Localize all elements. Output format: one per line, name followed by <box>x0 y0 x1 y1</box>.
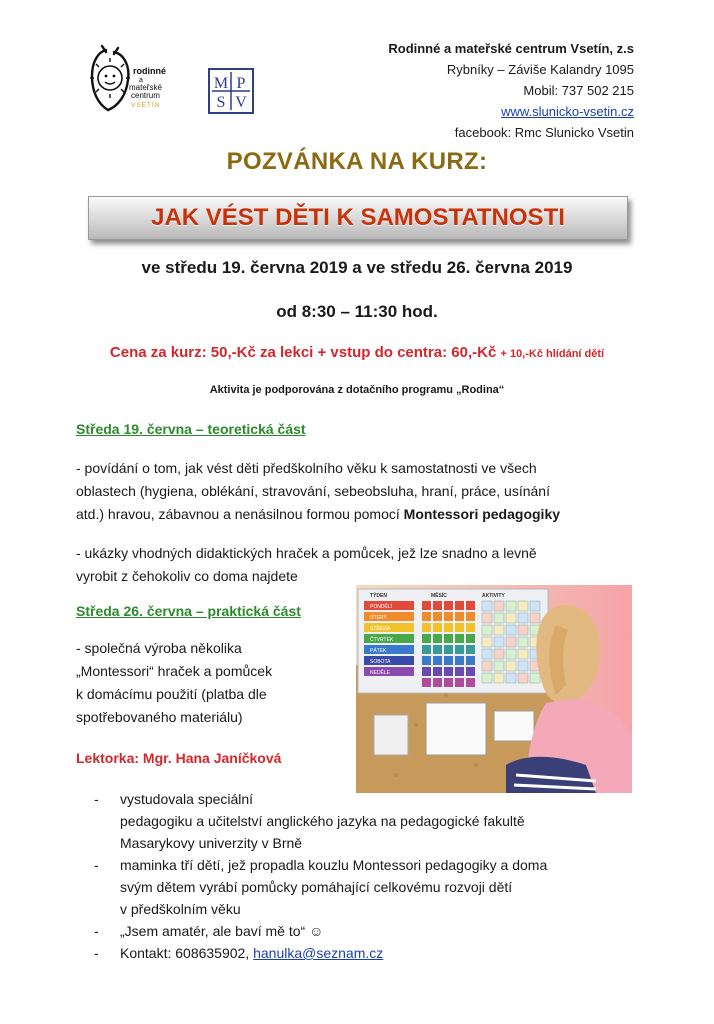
board-tile <box>455 634 464 643</box>
course-banner <box>88 196 628 240</box>
logo-line: mateřské <box>129 83 162 92</box>
activity-card <box>530 613 540 623</box>
activity-card <box>506 649 516 659</box>
montessori-board-photo <box>356 585 632 793</box>
board-tile <box>466 623 475 632</box>
text-line: - povídání o tom, jak vést děti předškolního věku k samostatnosti ve všech <box>76 460 537 476</box>
board-day: PONDĚLÍ <box>370 604 392 610</box>
text-span: atd.) hravou, zábavnou a nenásilnou formou pomocí <box>76 506 404 522</box>
activity-card <box>482 601 492 611</box>
board-tile <box>444 601 453 610</box>
text-line: „Montessori“ hraček a pomůcek <box>76 663 273 679</box>
text-line: - společná výroba několika <box>76 640 242 656</box>
activity-card <box>518 637 528 647</box>
practice-paragraph <box>76 637 346 729</box>
board-tile <box>422 645 431 654</box>
svg-text:V: V <box>235 94 247 111</box>
email-link[interactable]: hanulka@seznam.cz <box>253 945 384 961</box>
list-item <box>94 942 654 964</box>
activity-card <box>482 613 492 623</box>
activity-card <box>494 649 504 659</box>
activity-card <box>494 637 504 647</box>
board-tile <box>444 678 453 687</box>
org-address: Rybníky – Záviše Kalandry 1095 <box>446 62 634 77</box>
bullet-dash: - <box>94 923 99 939</box>
board-tile <box>455 601 464 610</box>
board-tile <box>433 656 442 665</box>
board-tile <box>433 667 442 676</box>
text-line: pedagogiku a učitelství anglického jazyka na pedagogické fakultě <box>120 813 525 829</box>
text-line: k domácímu použití (platba dle <box>76 686 267 702</box>
section-theory-heading: Středa 19. června – teoretická část <box>76 421 306 437</box>
board-day: NEDĚLE <box>370 670 391 676</box>
text-line: spotřebovaného materiálu) <box>76 709 243 725</box>
svg-text:P: P <box>236 75 246 92</box>
bullet-dash: - <box>94 857 99 873</box>
board-tile <box>455 678 464 687</box>
activity-card <box>482 649 492 659</box>
board-tile <box>433 634 442 643</box>
activity-card <box>506 613 516 623</box>
activity-card <box>506 601 516 611</box>
rmc-logo <box>84 44 180 122</box>
org-facebook: facebook: Rmc Slunicko Vsetin <box>454 125 634 140</box>
activity-card <box>506 637 516 647</box>
montessori-bold: Montessori pedagogiky <box>403 506 561 522</box>
activity-card <box>494 601 504 611</box>
board-tile <box>422 678 431 687</box>
activity-card <box>482 625 492 635</box>
activity-card <box>518 613 528 623</box>
text-line: - ukázky vhodných didaktických hraček a pomůcek, jež lze snadno a levně <box>76 545 537 561</box>
board-day: ČTVRTEK <box>370 637 394 643</box>
board-tile <box>433 645 442 654</box>
board-tile <box>466 634 475 643</box>
board-day: STŘEDA <box>370 626 391 632</box>
activity-card <box>482 673 492 683</box>
mpsv-logo <box>208 68 254 114</box>
activity-card <box>530 673 540 683</box>
board-tile <box>466 678 475 687</box>
activity-card <box>518 649 528 659</box>
board-tile <box>422 667 431 676</box>
org-website-link[interactable]: www.slunicko-vsetin.cz <box>501 104 634 119</box>
board-tile <box>433 678 442 687</box>
board-tile <box>433 612 442 621</box>
support-note: Aktivita je podporována z dotačního programu „Rodina“ <box>209 384 505 396</box>
board-tile <box>422 612 431 621</box>
activity-card <box>494 673 504 683</box>
activity-card <box>506 661 516 671</box>
contact-line <box>120 942 654 964</box>
logo-line: rodinné <box>133 66 166 76</box>
list-item <box>94 788 654 854</box>
board-tile <box>422 656 431 665</box>
board-day: SOBOTA <box>370 659 391 665</box>
board-tile <box>455 667 464 676</box>
logo-line: a <box>139 77 143 84</box>
activity-card <box>518 661 528 671</box>
activity-card <box>482 661 492 671</box>
text-line: vystudovala speciální <box>120 791 254 807</box>
text-line: oblastech (hygiena, oblékání, stravování, sebeobsluha, hraní, práce, usínání <box>76 483 550 499</box>
bullet-dash: - <box>94 791 99 807</box>
contact-block <box>388 38 634 143</box>
activity-card <box>494 661 504 671</box>
board-tile <box>444 656 453 665</box>
board-column-label: AKTIVITY <box>482 593 505 599</box>
activity-card <box>530 601 540 611</box>
logo-line: centrum <box>131 91 160 100</box>
theory-paragraph-1 <box>76 457 656 526</box>
board-tile <box>444 623 453 632</box>
theory-paragraph-2 <box>76 542 656 588</box>
board-tile <box>433 623 442 632</box>
course-name: JAK VÉST DĚTI K SAMOSTATNOSTI <box>151 204 565 231</box>
bullet-dash: - <box>94 945 99 961</box>
price-extra: + 10,-Kč hlídání dětí <box>500 348 605 360</box>
lector-bullet-list <box>94 788 654 964</box>
activity-card <box>506 673 516 683</box>
board-tile <box>466 667 475 676</box>
board-tile <box>466 645 475 654</box>
list-item <box>94 920 654 942</box>
section-practice-heading: Středa 26. června – praktická část <box>76 603 301 619</box>
course-dates: ve středu 19. června 2019 a ve středu 26. června 2019 <box>141 258 573 277</box>
board-day: PÁTEK <box>370 648 387 654</box>
course-price <box>0 344 714 361</box>
activity-card <box>494 613 504 623</box>
board-tile <box>466 612 475 621</box>
price-main: Cena za kurz: 50,-Kč za lekci + vstup do centra: 60,-Kč <box>109 344 497 361</box>
text-line: v předškolním věku <box>120 901 241 917</box>
activity-card <box>518 673 528 683</box>
board-tile <box>444 634 453 643</box>
board-tile <box>466 601 475 610</box>
org-name: Rodinné a mateřské centrum Vsetín, z.s <box>388 41 634 56</box>
board-tile <box>422 634 431 643</box>
course-time: od 8:30 – 11:30 hod. <box>276 302 438 321</box>
board-tile <box>466 656 475 665</box>
activity-card <box>506 625 516 635</box>
text-line: vyrobit z čehokoliv co doma najdete <box>76 568 298 584</box>
org-phone: Mobil: 737 502 215 <box>523 83 634 98</box>
board-tile <box>444 667 453 676</box>
text-line: Masarykovy univerzity v Brně <box>120 835 303 851</box>
board-tile <box>444 645 453 654</box>
board-tile <box>422 623 431 632</box>
activity-card <box>494 625 504 635</box>
lector-name: Lektorka: Mgr. Hana Janíčková <box>76 750 282 766</box>
list-item <box>94 854 654 920</box>
logo-line: VSETÍN <box>131 102 161 109</box>
page-title: POZVÁNKA NA KURZ: <box>226 148 488 175</box>
board-column-label: MĚSÍC <box>431 593 447 599</box>
text-line: maminka tří dětí, jež propadla kouzlu Montessori pedagogiky a doma <box>120 857 548 873</box>
board-tile <box>455 623 464 632</box>
board-day: ÚTERÝ <box>370 615 387 621</box>
text-line <box>76 503 656 526</box>
board-tile <box>422 601 431 610</box>
board-tile <box>433 601 442 610</box>
quote-line: „Jsem amatér, ale baví mě to“ ☺ <box>120 923 324 939</box>
board-column-label: TÝDEN <box>370 593 387 599</box>
activity-card <box>482 637 492 647</box>
svg-text:M: M <box>213 75 229 92</box>
svg-text:S: S <box>216 94 226 111</box>
text-line: svým dětem vyrábí pomůcky pomáhající celkovému rozvoji dětí <box>120 879 513 895</box>
contact-label: Kontakt: 608635902, <box>120 945 254 961</box>
board-tile <box>444 612 453 621</box>
board-tile <box>455 612 464 621</box>
board-tile <box>455 656 464 665</box>
board-tile <box>455 645 464 654</box>
activity-card <box>518 601 528 611</box>
activity-card <box>518 625 528 635</box>
